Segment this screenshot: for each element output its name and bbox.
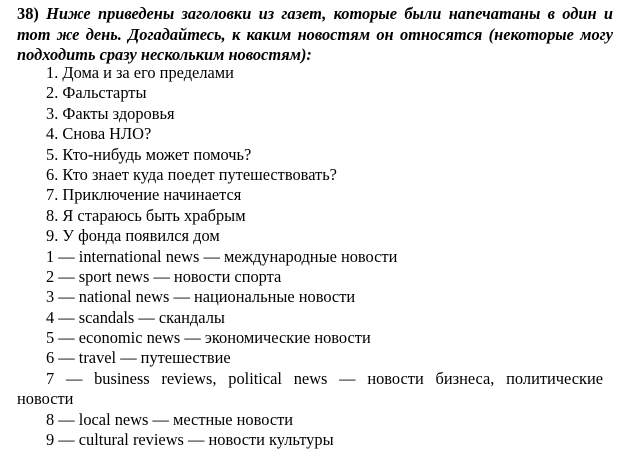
task-instructions: Ниже приведены заголовки из газет, которые были напечатаны в один и тот же день. Догадайтесь, к каким новостям он относятся (некоторые могу подходить сразу нескольким новостям): bbox=[17, 4, 613, 64]
headline-item: 3. Факты здоровья bbox=[46, 103, 175, 123]
headline-item: 5. Кто-нибудь может помочь? bbox=[46, 144, 252, 164]
news-type-item: 2 — sport news — новости спорта bbox=[46, 266, 282, 286]
news-type-item: 9 — cultural reviews — новости культуры bbox=[46, 430, 334, 450]
news-type-item-7 bbox=[0, 369, 603, 410]
news-type-7-line-2: новости bbox=[17, 389, 74, 409]
headline-item: 6. Кто знает куда поедет путешествовать? bbox=[46, 164, 337, 184]
news-type-item: 6 — travel — путешествие bbox=[46, 348, 231, 368]
headline-item: 2. Фальстарты bbox=[46, 83, 147, 103]
task-number: 38) bbox=[17, 4, 39, 23]
headline-item: 1. Дома и за его пределами bbox=[46, 63, 234, 82]
content-list bbox=[0, 63, 621, 450]
headline-item: 4. Снова НЛО? bbox=[46, 124, 152, 144]
headline-item: 8. Я стараюсь быть храбрым bbox=[46, 205, 246, 225]
news-type-item: 1 — international news — международные новости bbox=[46, 246, 398, 266]
headline-item: 7. Приключение начинается bbox=[46, 185, 242, 205]
news-type-item: 8 — local news — местные новости bbox=[46, 409, 294, 429]
news-type-item: 5 — economic news — экономические новости bbox=[46, 328, 371, 348]
news-type-item: 3 — national news — национальные новости bbox=[46, 287, 356, 307]
news-type-7-line-1: 7 — business reviews, political news — новости бизнеса, политические bbox=[46, 368, 603, 388]
news-type-item: 4 — scandals — скандалы bbox=[46, 307, 225, 327]
headline-item: 9. У фонда появился дом bbox=[46, 226, 220, 246]
task-heading bbox=[17, 4, 613, 66]
